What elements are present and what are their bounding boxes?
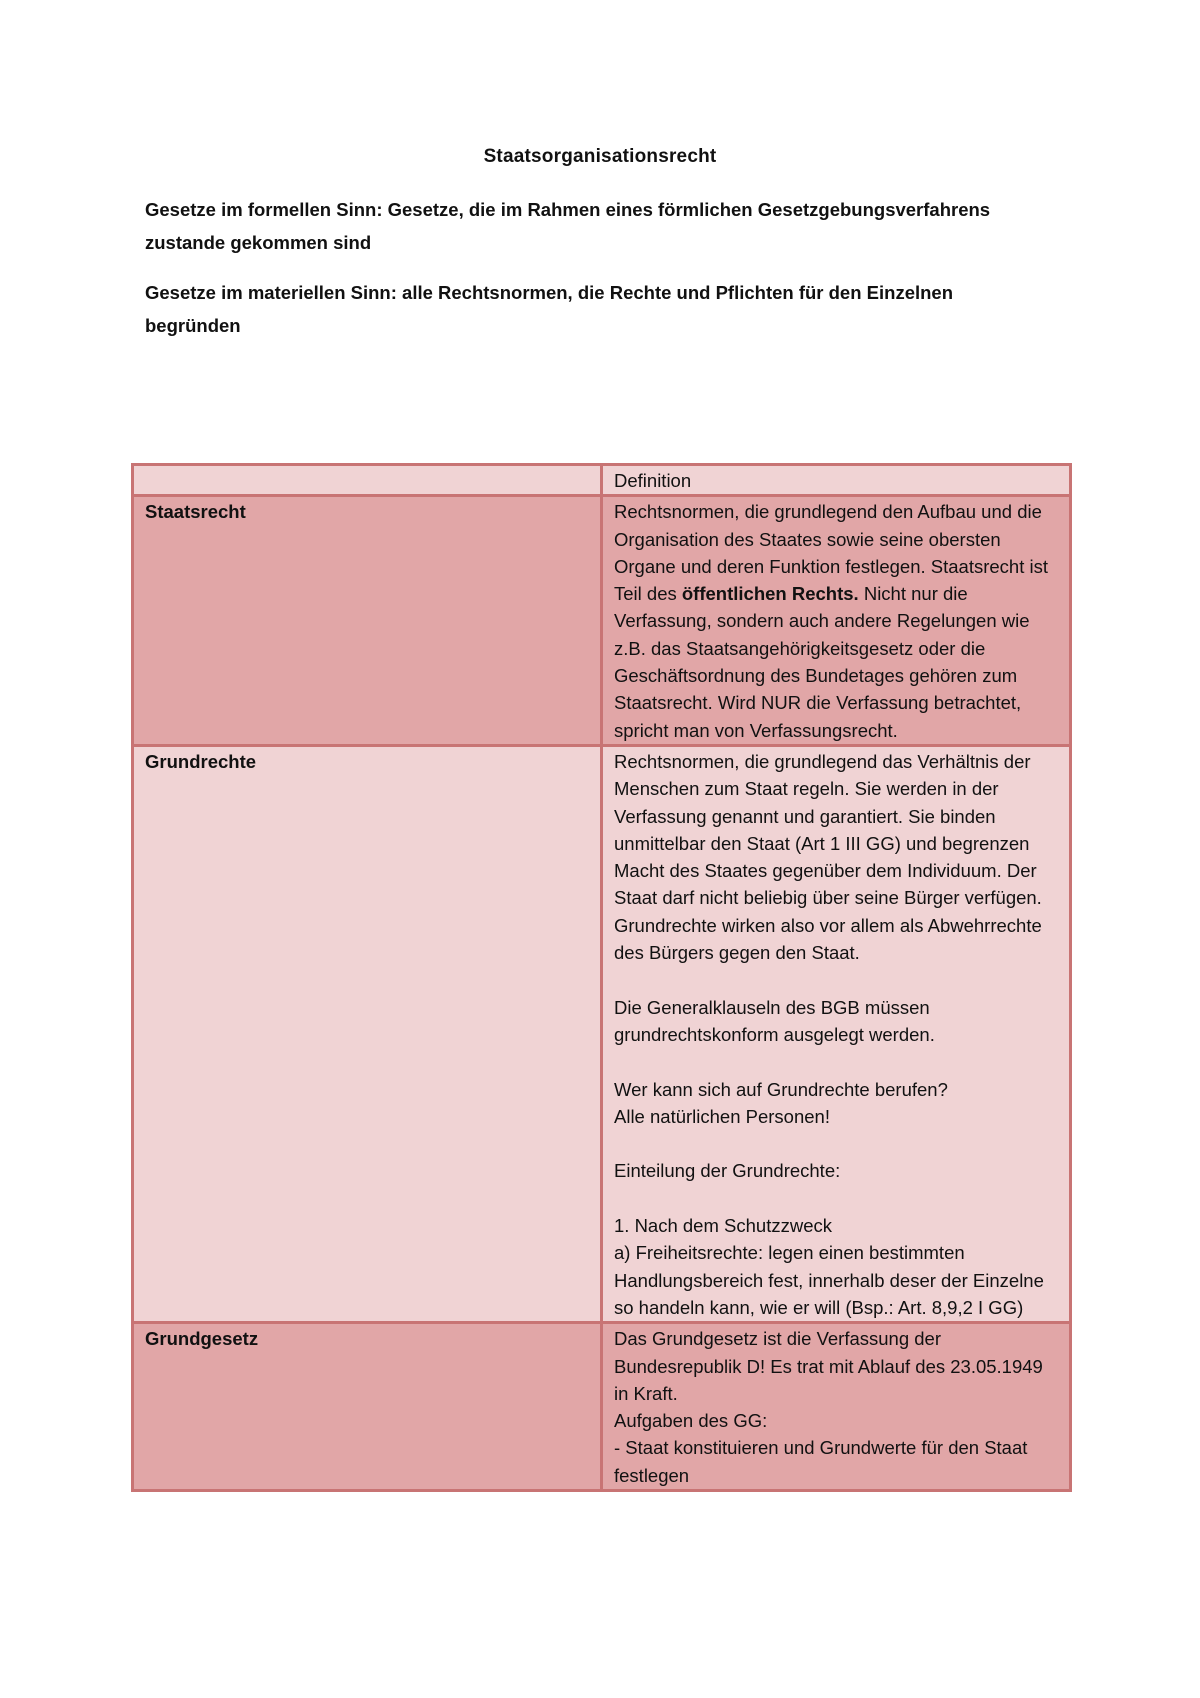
paragraph-material-law: Gesetze im materiellen Sinn: alle Rechtsnormen, die Rechte und Pflichten für den Einzelnen begründen <box>145 282 954 336</box>
definition-line: 1. Nach dem Schutzzweck <box>614 1215 832 1237</box>
definition-line: Einteilung der Grundrechte: <box>614 1160 841 1182</box>
definition-line: Das Grundgesetz ist die Verfassung der Bundesrepublik D! Es trat mit Ablauf des 23.05.1949 in Kraft. <box>614 1328 1048 1404</box>
definition-line-blank <box>614 1130 1061 1157</box>
table-row-grundrechte <box>133 745 1071 1322</box>
definition-emphasis: öffentlichen Rechts. <box>681 583 859 605</box>
table-row-grundgesetz <box>133 1323 1071 1491</box>
paragraph-formal-law: Gesetze im formellen Sinn: Gesetze, die im Rahmen eines förmlichen Gesetzgebungsverfahrens zustande gekommen sind <box>145 199 991 253</box>
definition-cell <box>602 1323 1071 1491</box>
definition-line: Die Generalklauseln des BGB müssen grundrechtskonform ausgelegt werden. <box>614 996 935 1045</box>
table-row-staatsrecht <box>133 496 1071 746</box>
document-title: Staatsorganisationsrecht <box>483 146 717 167</box>
definition-line: Aufgaben des GG: <box>614 1410 768 1432</box>
table-header-row <box>133 465 1071 496</box>
definition-line: a) Freiheitsrechte: legen einen bestimmten Handlungsbereich fest, innerhalb deser der Einzelne so handeln kann, wie er will (Bsp.: Art. 8,9,2 I GG) <box>614 1242 1050 1318</box>
definition-line: Wer kann sich auf Grundrechte berufen? <box>614 1078 948 1100</box>
definition-cell <box>602 745 1071 1322</box>
definition-line-blank <box>614 1048 1061 1075</box>
definition-line: - Staat konstituieren und Grundwerte für den Staat festlegen <box>614 1437 1033 1486</box>
definition-line: Rechtsnormen, die grundlegend das Verhältnis der Menschen zum Staat regeln. Sie werden in der Verfassung genannt und garantiert. Sie binden unmittelbar den Staat (Art 1 III GG) und begrenzen Macht des Staates gegenüber dem Individuum. Der Staat darf nicht beliebig über seine Bürger verfügen. Grundrechte wirken also vor allem als Abwehrrechte des Bürgers gegen den Staat. <box>614 750 1047 964</box>
header-term-cell <box>133 465 602 496</box>
definition-cell <box>602 496 1071 746</box>
header-definition-cell: Definition <box>602 465 1071 496</box>
definitions-table <box>131 463 1072 1492</box>
definition-text: Rechtsnormen, die grundlegend den Aufbau und die Organisation des Staates sowie seine obersten Organe und deren Funktion festlegen. Staatsrecht ist Teil des <box>614 501 1048 605</box>
definition-line-blank <box>614 966 1061 993</box>
term-cell: Grundrechte <box>133 745 602 1322</box>
term-cell: Staatsrecht <box>133 496 602 746</box>
definition-line-blank <box>614 1185 1061 1212</box>
definition-text: Nicht nur die Verfassung, sondern auch andere Regelungen wie z.B. das Staatsangehörigkeitsgesetz oder die Geschäftsordnung des Bundetages gehören zum Staatsrecht. Wird NUR die Verfassung betrachtet, spricht man von Verfassungsrecht. <box>614 583 1030 741</box>
term-cell: Grundgesetz <box>133 1323 602 1491</box>
definition-line: Alle natürlichen Personen! <box>614 1105 830 1127</box>
